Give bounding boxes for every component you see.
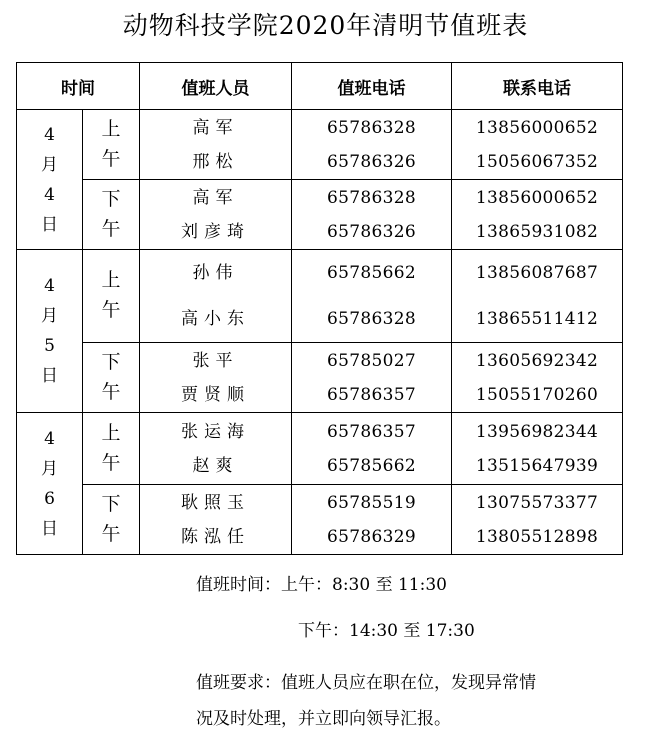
duty-phone: 65786328 bbox=[327, 309, 416, 329]
staff-cell bbox=[140, 180, 292, 250]
duty-phone: 65786326 bbox=[327, 221, 416, 242]
duty-phone: 65785662 bbox=[327, 455, 416, 476]
table-row bbox=[17, 413, 623, 485]
date-day-char: 日 bbox=[41, 214, 58, 235]
contact-phone: 13515647939 bbox=[475, 455, 599, 476]
period-char: 下 bbox=[101, 350, 121, 373]
requirement-label: 值班要求： bbox=[196, 673, 281, 693]
contact-phone-cell bbox=[452, 110, 623, 180]
duty-phone: 65786328 bbox=[327, 117, 416, 138]
contact-phone: 15056067352 bbox=[475, 151, 599, 172]
duty-time-label: 值班时间： bbox=[196, 575, 281, 595]
contact-phone-cell bbox=[452, 180, 623, 250]
period-char: 下 bbox=[101, 187, 121, 210]
duty-phone: 65786357 bbox=[327, 421, 416, 442]
staff-name: 刘彦琦 bbox=[181, 221, 250, 242]
duty-phone-cell bbox=[292, 110, 452, 180]
table-row bbox=[17, 343, 623, 413]
period-afternoon bbox=[83, 485, 140, 555]
date-day-char: 日 bbox=[41, 518, 58, 539]
contact-phone: 13856000652 bbox=[475, 117, 599, 138]
contact-phone: 13865511412 bbox=[475, 309, 599, 329]
table-row bbox=[17, 250, 623, 343]
date-month-num: 4 bbox=[44, 276, 55, 296]
staff-cell bbox=[140, 343, 292, 413]
period-char: 午 bbox=[101, 299, 121, 321]
duty-phone-cell bbox=[292, 343, 452, 413]
contact-phone-cell bbox=[452, 485, 623, 555]
period-morning bbox=[83, 413, 140, 485]
staff-cell bbox=[140, 250, 292, 343]
duty-phone-cell bbox=[292, 413, 452, 485]
header-row bbox=[17, 63, 623, 110]
requirement-text-2: 况及时处理，并立即向领导汇报。 bbox=[196, 709, 451, 729]
contact-phone: 13605692342 bbox=[475, 350, 599, 371]
duty-table-body bbox=[17, 110, 623, 555]
header-contact-phone: 联系电话 bbox=[452, 63, 623, 110]
staff-name: 张平 bbox=[192, 350, 239, 371]
period-char: 午 bbox=[101, 522, 121, 545]
period-morning bbox=[83, 110, 140, 180]
contact-phone: 13865931082 bbox=[475, 221, 599, 242]
contact-phone: 13856087687 bbox=[475, 263, 599, 283]
staff-name: 耿照玉 bbox=[181, 492, 250, 513]
afternoon-hours: 下午：14:30 至 17:30 bbox=[298, 621, 475, 641]
duty-phone: 65786326 bbox=[327, 151, 416, 172]
period-afternoon bbox=[83, 343, 140, 413]
period-char: 上 bbox=[101, 117, 121, 140]
staff-name: 赵爽 bbox=[192, 455, 239, 476]
period-afternoon bbox=[83, 180, 140, 250]
contact-phone-cell bbox=[452, 250, 623, 343]
date-day-char: 日 bbox=[41, 366, 58, 386]
page-title: 动物科技学院2020年清明节值班表 bbox=[122, 11, 529, 40]
staff-name: 邢松 bbox=[192, 151, 239, 172]
duty-phone: 65785027 bbox=[327, 350, 416, 371]
header-staff: 值班人员 bbox=[140, 63, 292, 110]
period-char: 午 bbox=[101, 217, 121, 240]
period-morning bbox=[83, 250, 140, 343]
staff-cell bbox=[140, 110, 292, 180]
header-duty-phone: 值班电话 bbox=[292, 63, 452, 110]
requirement-line-1 bbox=[196, 668, 536, 693]
duty-phone: 65786357 bbox=[327, 384, 416, 405]
date-day-num: 6 bbox=[44, 488, 55, 509]
contact-phone: 13805512898 bbox=[475, 526, 599, 547]
staff-cell bbox=[140, 413, 292, 485]
period-char: 下 bbox=[101, 492, 121, 515]
contact-phone: 13956982344 bbox=[475, 421, 599, 442]
duty-phone: 65786329 bbox=[327, 526, 416, 547]
period-char: 午 bbox=[101, 380, 121, 403]
header-time: 时间 bbox=[17, 63, 140, 110]
duty-phone: 65786328 bbox=[327, 187, 416, 208]
staff-name: 贾贤顺 bbox=[181, 384, 250, 405]
staff-name: 陈泓任 bbox=[181, 526, 250, 547]
date-month-char: 月 bbox=[41, 154, 58, 175]
requirement-text-1: 值班人员应在职在位，发现异常情 bbox=[281, 673, 536, 693]
morning-hours: 上午：8:30 至 11:30 bbox=[281, 575, 447, 595]
date-cell bbox=[17, 250, 83, 413]
contact-phone: 13856000652 bbox=[475, 187, 599, 208]
contact-phone-cell bbox=[452, 343, 623, 413]
duty-phone-cell bbox=[292, 180, 452, 250]
staff-name: 高军 bbox=[192, 187, 239, 208]
period-char: 午 bbox=[101, 451, 121, 474]
date-month-char: 月 bbox=[41, 306, 58, 326]
duty-table bbox=[16, 62, 623, 555]
staff-name: 张运海 bbox=[181, 421, 250, 442]
period-char: 午 bbox=[101, 147, 121, 170]
date-cell bbox=[17, 413, 83, 555]
period-char: 上 bbox=[101, 421, 121, 444]
date-day-num: 4 bbox=[44, 184, 55, 205]
staff-name: 高军 bbox=[192, 117, 239, 138]
duty-phone-cell bbox=[292, 250, 452, 343]
table-row bbox=[17, 110, 623, 180]
staff-cell bbox=[140, 485, 292, 555]
duty-phone: 65785519 bbox=[327, 492, 416, 513]
table-row bbox=[17, 180, 623, 250]
date-day-num: 5 bbox=[44, 336, 55, 356]
contact-phone-cell bbox=[452, 413, 623, 485]
contact-phone: 13075573377 bbox=[475, 492, 599, 513]
staff-name: 高小东 bbox=[181, 309, 250, 329]
staff-name: 孙伟 bbox=[192, 263, 239, 283]
date-month-num: 4 bbox=[44, 428, 55, 449]
duty-time-line bbox=[196, 570, 447, 595]
date-month-num: 4 bbox=[44, 124, 55, 145]
contact-phone: 15055170260 bbox=[475, 384, 599, 405]
duty-phone-cell bbox=[292, 485, 452, 555]
date-cell bbox=[17, 110, 83, 250]
table-row bbox=[17, 485, 623, 555]
period-char: 上 bbox=[101, 269, 121, 291]
date-month-char: 月 bbox=[41, 458, 58, 479]
duty-phone: 65785662 bbox=[327, 263, 416, 283]
